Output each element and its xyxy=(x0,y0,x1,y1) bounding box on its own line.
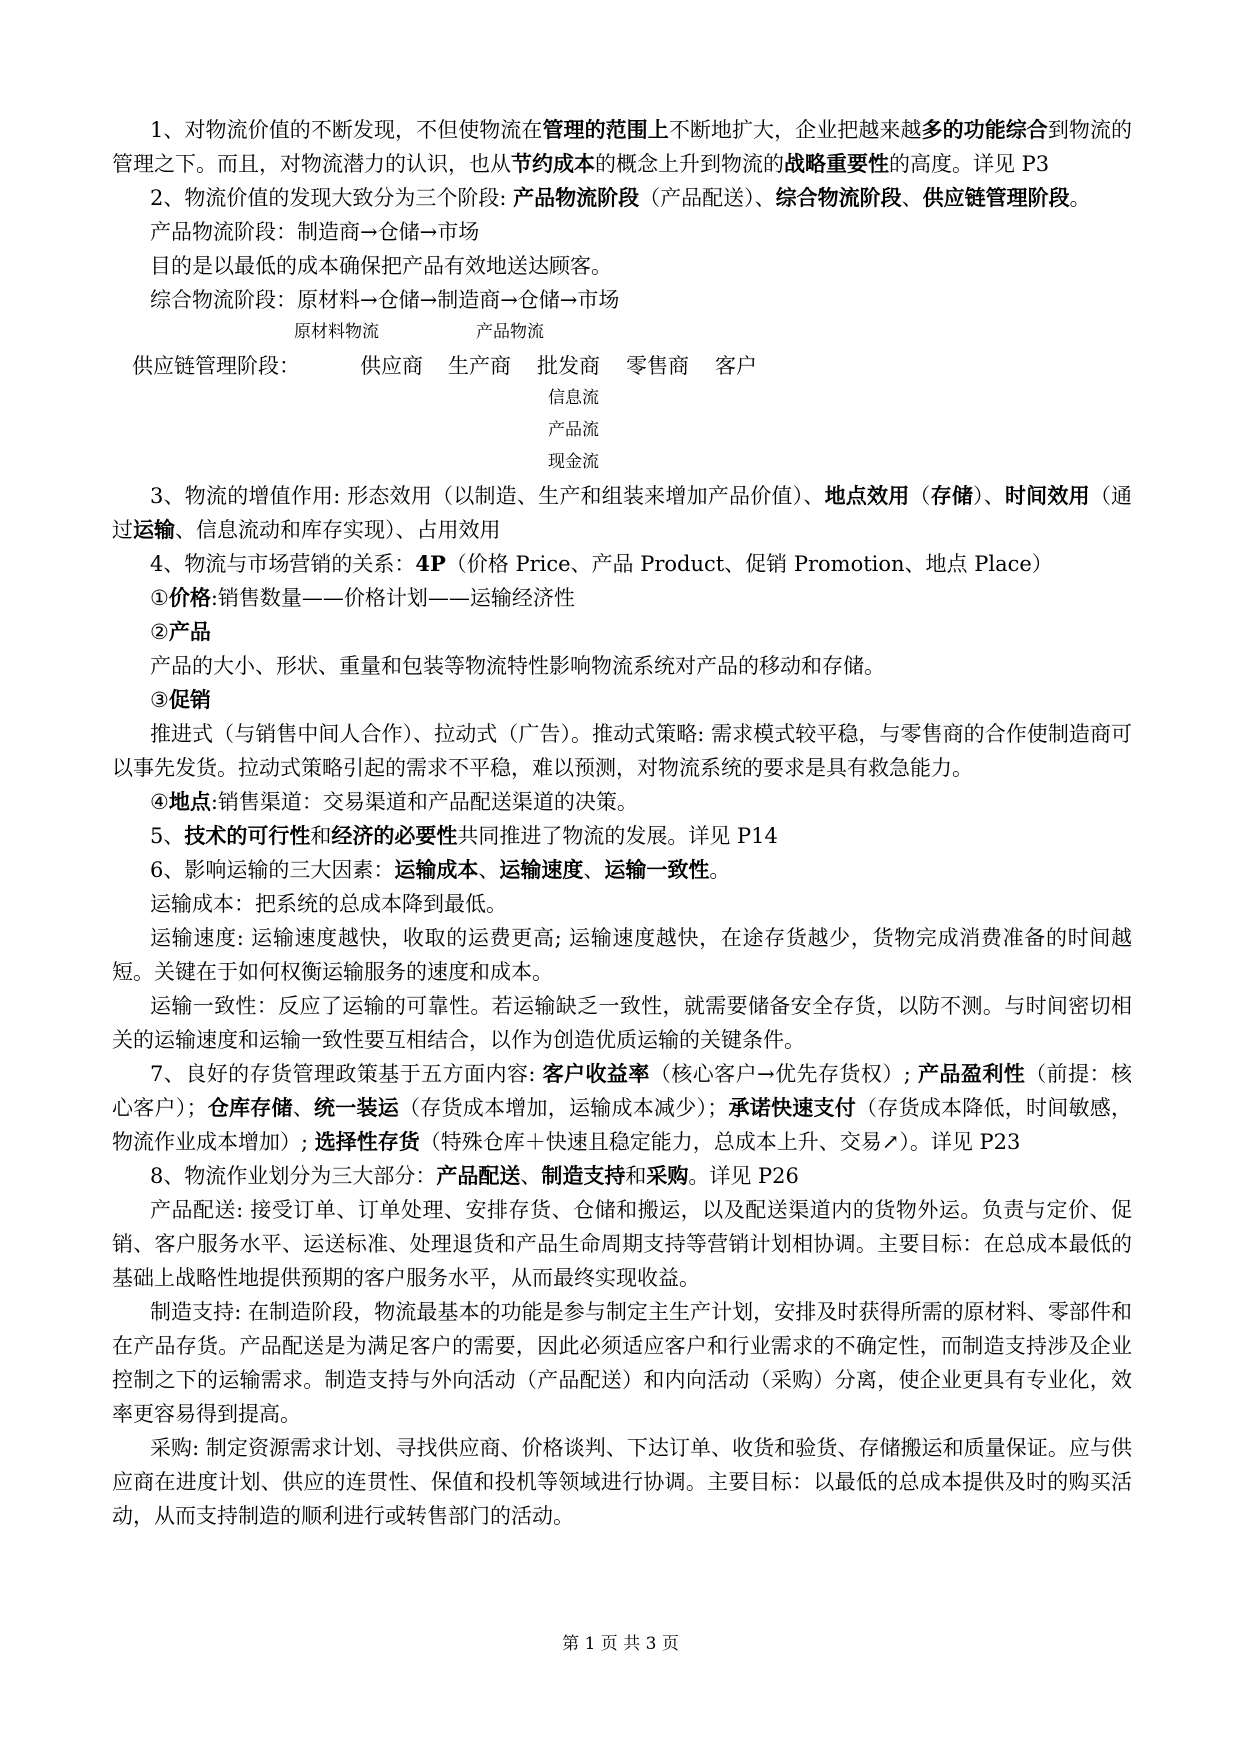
text-run: （ xyxy=(909,484,931,508)
paragraph xyxy=(112,1159,1132,1193)
text-run: 1、对物流价值的不断发现，不但使物流在 xyxy=(150,118,543,142)
supply-chain-flow xyxy=(112,415,1132,447)
bold-text: 战略重要性 xyxy=(784,151,889,176)
paragraph xyxy=(112,479,1132,547)
text-run: 产品配送: 接受订单、订单处理、安排存货、仓储和搬运，以及配送渠道内的货物外运。负责与定价、促销、客户服务水平、运送标准、处理退货和产品生命周期支持等营销计划相协调。主要目标：在总成本最低的基础上战略性地提供预期的客户服务水平，从而最终实现收益。 xyxy=(112,1198,1132,1290)
raw-material-flow-label: 原材料物流 xyxy=(294,322,379,342)
text-run: 目的是以最低的成本确保把产品有效地送达顾客。 xyxy=(150,254,612,278)
text-run: 5、 xyxy=(150,824,185,848)
bold-text: 管理的范围上 xyxy=(542,117,669,142)
text-run: 共同推进了物流的发展。详见 P14 xyxy=(457,824,778,848)
text-run: 、 xyxy=(292,1096,314,1120)
paragraph xyxy=(112,819,1132,853)
text-run: ④ xyxy=(150,790,169,814)
text-run: :销售渠道：交易渠道和产品配送渠道的决策。 xyxy=(210,790,638,814)
intro-paragraphs xyxy=(112,113,1132,317)
text-run: 运输一致性：反应了运输的可靠性。若运输缺乏一致性，就需要储备安全存货，以防不测。与时间密切相关的运输速度和运输一致性要互相结合，以作为创造优质运输的关键条件。 xyxy=(112,994,1132,1052)
text-run: 的概念上升到物流的 xyxy=(595,152,784,176)
text-run: 、信息流动和库存实现）、占用效用 xyxy=(175,518,501,542)
paragraph xyxy=(112,113,1132,181)
paragraph xyxy=(112,581,1132,615)
bold-text: 产品配送 xyxy=(436,1163,521,1188)
supply-chain-node: 零售商 xyxy=(626,354,689,378)
text-run: 6、影响运输的三大因素： xyxy=(150,858,395,882)
page-footer: 第 1 页 共 3 页 xyxy=(562,1634,679,1654)
bold-text: 多的功能综合 xyxy=(921,117,1048,142)
bold-text: 统一装运 xyxy=(314,1095,399,1120)
text-run: 、 xyxy=(583,858,605,882)
text-run: 推进式（与销售中间人合作）、拉动式（广告）。推动式策略: 需求模式较平稳，与零售商的合作使制造商可以事先发货。拉动式策略引起的需求不平稳，难以预测，对物流系统的要求是具有救急能力。 xyxy=(112,722,1132,780)
info-flow-label: 信息流 xyxy=(548,388,599,408)
text-run: ）、 xyxy=(973,484,1005,508)
paragraph xyxy=(112,887,1132,921)
cash-flow-label: 现金流 xyxy=(548,452,599,472)
text-run: ② xyxy=(150,620,169,644)
bold-text: 运输成本 xyxy=(394,857,479,882)
text-run: 运输速度: 运输速度越快，收取的运费更高; 运输速度越快，在途存货越少，货物完成消费准备的时间越短。关键在于如何权衡运输服务的速度和成本。 xyxy=(112,926,1132,984)
text-run: （通过 xyxy=(112,484,1133,542)
document-body xyxy=(112,113,1132,1533)
text-run: 7、良好的存货管理政策基于五方面内容: xyxy=(150,1062,543,1086)
paragraph xyxy=(112,1431,1132,1533)
paragraph xyxy=(112,249,1132,283)
bold-text: 采购 xyxy=(646,1163,689,1188)
bold-text: 综合物流阶段 xyxy=(775,185,902,210)
text-run: 产品物流阶段：制造商→仓储→市场 xyxy=(150,220,480,244)
text-run: 2、物流价值的发现大致分为三个阶段: xyxy=(150,186,514,210)
text-run: 、 xyxy=(901,186,923,210)
paragraph xyxy=(112,853,1132,887)
bold-text: 促销 xyxy=(168,687,211,712)
bold-text: 仓库存储 xyxy=(207,1095,293,1120)
text-run: 综合物流阶段：原材料→仓储→制造商→仓储→市场 xyxy=(150,288,620,312)
bold-text: 产品盈利性 xyxy=(917,1061,1026,1086)
bold-text: 运输一致性 xyxy=(604,857,710,882)
paragraph xyxy=(112,283,1132,317)
text-run: 不断地扩大，企业把越来越 xyxy=(668,118,922,142)
bold-text: 客户收益率 xyxy=(542,1061,650,1086)
main-paragraphs xyxy=(112,479,1132,1533)
text-run: 。 xyxy=(709,858,731,882)
bold-text: 产品 xyxy=(168,619,211,644)
text-run: 和 xyxy=(625,1164,647,1188)
paragraph xyxy=(112,683,1132,717)
text-run: （存货成本降低，时间敏感，物流作业成本增加）; xyxy=(112,1096,1132,1154)
bold-text: 节约成本 xyxy=(511,151,595,176)
paragraph xyxy=(112,181,1132,215)
supply-chain-node: 生产商 xyxy=(448,354,511,378)
text-run: :销售数量——价格计划——运输经济性 xyxy=(210,586,575,610)
text-run: （产品配送）、 xyxy=(639,186,776,210)
text-run: 4、物流与市场营销的关系： xyxy=(150,552,416,576)
bold-text: 运输速度 xyxy=(499,857,584,882)
text-run: 。详见 P26 xyxy=(688,1164,799,1188)
supply-chain-row xyxy=(112,349,1132,383)
supply-chain-label: 供应链管理阶段： xyxy=(132,354,300,378)
integrated-flow-labels xyxy=(112,317,1132,349)
text-run: （特殊仓库＋快速且稳定能力，总成本上升、交易↗）。详见 P23 xyxy=(419,1130,1021,1154)
bold-text: 制造支持 xyxy=(541,1163,626,1188)
paragraph xyxy=(112,615,1132,649)
product-flow-label: 产品流 xyxy=(548,420,599,440)
text-run: 制造支持: 在制造阶段，物流最基本的功能是参与制定主生产计划，安排及时获得所需的原材料、零部件和在产品存货。产品配送是为满足客户的需要，因此必须适应客户和行业需求的不确定性，而制造支持涉及企业控制之下的运输需求。制造支持与外向活动（产品配送）和内向活动（采购）分离，使企业更具有专业化，效率更容易得到提高。 xyxy=(112,1300,1132,1426)
supply-chain-node: 供应商 xyxy=(360,354,423,378)
product-flow-label: 产品物流 xyxy=(476,322,544,342)
paragraph xyxy=(112,1295,1132,1431)
supply-chain-flow xyxy=(112,447,1132,479)
text-run: 、 xyxy=(478,858,500,882)
text-run: ① xyxy=(150,586,169,610)
paragraph xyxy=(112,547,1132,581)
bold-text: 运输 xyxy=(133,517,175,542)
text-run: 3、物流的增值作用: 形态效用（以制造、生产和组装来增加产品价值）、 xyxy=(150,484,825,508)
bold-text: 4P xyxy=(415,551,446,576)
text-run: 到物流的管理之下。而且，对物流潜力的认识，也从 xyxy=(112,118,1133,176)
text-run: 的高度。详见 P3 xyxy=(889,152,1050,176)
bold-text: 经济的必要性 xyxy=(331,823,458,848)
supply-chain-node: 批发商 xyxy=(537,354,600,378)
paragraph xyxy=(112,215,1132,249)
text-run: （核心客户→优先存货权）; xyxy=(649,1062,918,1086)
supply-chain-node: 客户 xyxy=(715,354,757,378)
text-run: 产品的大小、形状、重量和包装等物流特性影响物流系统对产品的移动和存储。 xyxy=(150,654,885,678)
paragraph xyxy=(112,1057,1132,1159)
text-run: 运输成本：把系统的总成本降到最低。 xyxy=(150,892,507,916)
text-run: 。 xyxy=(1069,186,1091,210)
bold-text: 存储 xyxy=(930,483,974,508)
paragraph xyxy=(112,785,1132,819)
text-run: 采购: 制定资源需求计划、寻找供应商、价格谈判、下达订单、收货和验货、存储搬运和质量保证。应与供应商在进度计划、供应的连贯性、保值和投机等领域进行协调。主要目标：以最低的总成本提供及时的购买活动，从而支持制造的顺利进行或转售部门的活动。 xyxy=(112,1436,1132,1528)
bold-text: 价格 xyxy=(168,585,211,610)
bold-text: 选择性存货 xyxy=(314,1129,420,1154)
text-run: 8、物流作业划分为三大部分： xyxy=(150,1164,437,1188)
bold-text: 产品物流阶段 xyxy=(513,185,640,210)
paragraph xyxy=(112,717,1132,785)
bold-text: 地点效用 xyxy=(824,483,910,508)
paragraph xyxy=(112,1193,1132,1295)
text-run: （前提：核心客户）； xyxy=(112,1062,1133,1120)
paragraph xyxy=(112,989,1132,1057)
bold-text: 供应链管理阶段 xyxy=(922,185,1070,210)
bold-text: 承诺快速支付 xyxy=(728,1095,856,1120)
paragraph xyxy=(112,649,1132,683)
text-run: （存货成本增加，运输成本减少）； xyxy=(399,1096,729,1120)
paragraph xyxy=(112,921,1132,989)
text-run: 和 xyxy=(310,824,332,848)
supply-chain-flow xyxy=(112,383,1132,415)
bold-text: 技术的可行性 xyxy=(184,823,311,848)
text-run: 、 xyxy=(520,1164,542,1188)
text-run: （价格 Price、产品 Product、促销 Promotion、地点 Place） xyxy=(445,552,1053,576)
bold-text: 时间效用 xyxy=(1004,483,1090,508)
text-run: ③ xyxy=(150,688,169,712)
bold-text: 地点 xyxy=(168,789,211,814)
